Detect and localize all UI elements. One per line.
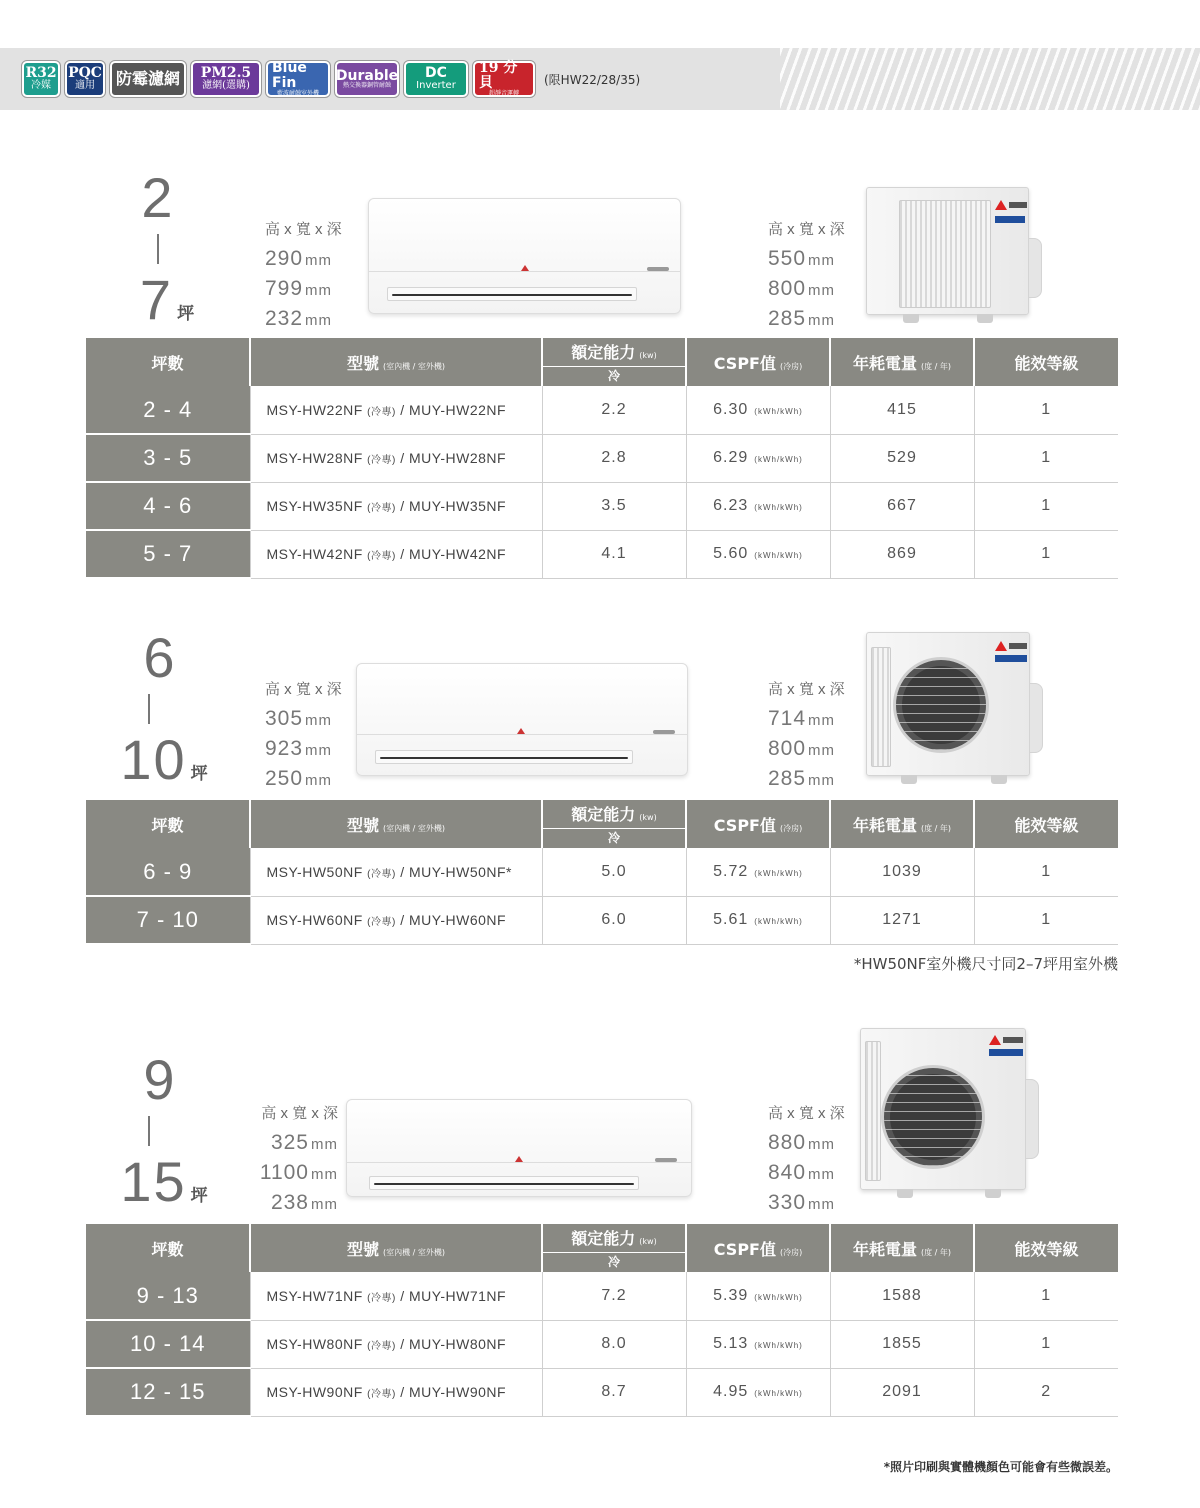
indoor-unit-image [346,1099,692,1197]
brand-logo-icon [989,1035,1001,1045]
air-outlet [369,1176,639,1190]
blue-fin-badge: Blue Fin 藍波耐蝕室外機 [266,61,330,97]
header-model: 型號 (室內機 / 室外機) [250,800,542,848]
outdoor-unit-image [860,1028,1026,1190]
indoor-dimensions: 高 x 寬 x 深 305 mm 923 mm 250 mm [265,681,342,790]
range-divider [157,234,159,264]
brand-logo-icon [517,728,525,734]
range-to: 7 坪 [139,268,197,331]
brand-logo-icon [995,200,1007,210]
indoor-unit-image [368,198,681,314]
fan-icon [881,1065,985,1169]
19db-quiet-badge: 19 分貝 超靜音運轉 [473,61,535,97]
badge-note: (限HW22/28/35) [544,72,641,87]
range-from: 2 [141,166,175,229]
durable-badge: Durable 熱交換器銅管耐蝕 [335,61,399,97]
header-ping: 坪數 [86,800,250,848]
table-row: 5 - 7 MSY-HW42NF (冷專) / MUY-HW42NF 4.1 5.60 (kWh/kWh) 869 1 [86,530,1118,578]
table-row: 2 - 4 MSY-HW22NF (冷專) / MUY-HW22NF 2.2 6.30 (kWh/kWh) 415 1 [86,386,1118,434]
dim-depth: 285 [768,767,807,790]
fan-icon [893,657,989,753]
table-row: 3 - 5 MSY-HW28NF (冷專) / MUY-HW28NF 2.8 6.29 (kWh/kWh) 529 1 [86,434,1118,482]
header-power: 年耗電量 (度 / 年) [830,800,974,848]
spec-table-9-15 [86,1224,1118,1417]
brand-logo-icon [515,1156,523,1162]
range-from: 6 [143,626,177,689]
header-capacity: 額定能力 (kw) 冷 [542,800,686,848]
header-grade: 能效等級 [974,800,1118,848]
header-model: 型號 (室內機 / 室外機) [250,1224,542,1272]
dim-depth: 330 [768,1191,807,1214]
header-ping: 坪數 [86,1224,250,1272]
header-model: 型號 (室內機 / 室外機) [250,338,542,386]
color-disclaimer-footnote: *照片印刷與實體機顏色可能會有些微誤差。 [883,1460,1118,1474]
header-cspf: CSPF值 (冷房) [686,1224,830,1272]
spec-table-6-10 [86,800,1118,945]
outdoor-unit-image [866,187,1029,315]
outdoor-unit-image [866,632,1030,776]
condenser-grille [899,200,991,308]
table-row: 9 - 13 MSY-HW71NF (冷專) / MUY-HW71NF 7.2 5.39 (kWh/kWh) 1588 1 [86,1272,1118,1320]
condenser-grille [865,1041,881,1181]
table-row: 4 - 6 MSY-HW35NF (冷專) / MUY-HW35NF 3.5 6.23 (kWh/kWh) 667 1 [86,482,1118,530]
header-capacity: 額定能力 (kw) 冷 [542,338,686,386]
pqc-badge: PQC 適用 [65,61,105,97]
dim-height: 714 [768,707,807,730]
pm25-filter-badge: PM2.5 濾網(選購) [191,61,261,97]
header-grade: 能效等級 [974,1224,1118,1272]
dim-depth: 238 [270,1191,309,1214]
dim-height: 550 [768,247,807,270]
dim-depth: 250 [265,767,304,790]
range-to: 10 坪 [120,728,210,791]
decorative-stripes [780,48,1200,110]
range-from: 9 [143,1048,177,1111]
header-cspf: CSPF值 (冷房) [686,800,830,848]
dim-width: 1100 [259,1161,309,1184]
range-to: 15 坪 [120,1150,210,1213]
indoor-dimensions: 高 x 寬 x 深 325 mm 1100 mm 238 mm [259,1105,338,1214]
anti-mold-filter-badge: 防霉濾網 [110,61,186,97]
dim-width: 800 [768,737,807,760]
brand-logo-icon [521,265,529,271]
header-cspf: CSPF值 (冷房) [686,338,830,386]
spec-table-2-7 [86,338,1118,579]
outdoor-size-note: *HW50NF室外機尺寸同2–7坪用室外機 [853,955,1118,973]
range-divider [148,694,150,724]
condenser-grille [871,647,891,767]
dim-width: 923 [265,737,304,760]
table-row: 12 - 15 MSY-HW90NF (冷專) / MUY-HW90NF 8.7 4.95 (kWh/kWh) 2091 2 [86,1368,1118,1416]
r32-refrigerant-badge: R32 冷媒 [22,61,60,97]
dim-depth: 285 [768,307,807,330]
header-power: 年耗電量 (度 / 年) [830,1224,974,1272]
header-power: 年耗電量 (度 / 年) [830,338,974,386]
ping-range-2-7 [118,166,198,342]
table-row: 6 - 9 MSY-HW50NF (冷專) / MUY-HW50NF* 5.0 5.72 (kWh/kWh) 1039 1 [86,848,1118,896]
outdoor-dimensions: 高 x 寬 x 深 880 mm 840 mm 330 mm [768,1105,845,1214]
dim-height: 290 [265,247,304,270]
dim-width: 840 [768,1161,807,1184]
dim-height: 305 [265,707,304,730]
range-divider [148,1116,150,1146]
dim-height: 325 [270,1131,309,1154]
header-ping: 坪數 [86,338,250,386]
header-grade: 能效等級 [974,338,1118,386]
outdoor-dimensions: 高 x 寬 x 深 714 mm 800 mm 285 mm [768,681,845,790]
header-capacity: 額定能力 (kw) 冷 [542,1224,686,1272]
table-row: 7 - 10 MSY-HW60NF (冷專) / MUY-HW60NF 6.0 5.61 (kWh/kWh) 1271 1 [86,896,1118,944]
feature-badges [22,61,640,97]
ping-range-9-15 [100,1048,230,1224]
brand-logo-icon [995,641,1007,651]
dim-width: 799 [265,277,304,300]
ping-range-6-10 [100,626,230,802]
air-outlet [375,750,633,764]
table-row: 10 - 14 MSY-HW80NF (冷專) / MUY-HW80NF 8.0 5.13 (kWh/kWh) 1855 1 [86,1320,1118,1368]
indoor-unit-image [356,663,688,776]
indoor-dimensions: 高 x 寬 x 深 290 mm 799 mm 232 mm [265,221,342,330]
dc-inverter-badge: DC Inverter [404,61,468,97]
dim-depth: 232 [265,307,304,330]
dim-width: 800 [768,277,807,300]
air-outlet [387,287,637,301]
dim-height: 880 [768,1131,807,1154]
outdoor-dimensions: 高 x 寬 x 深 550 mm 800 mm 285 mm [768,221,845,330]
